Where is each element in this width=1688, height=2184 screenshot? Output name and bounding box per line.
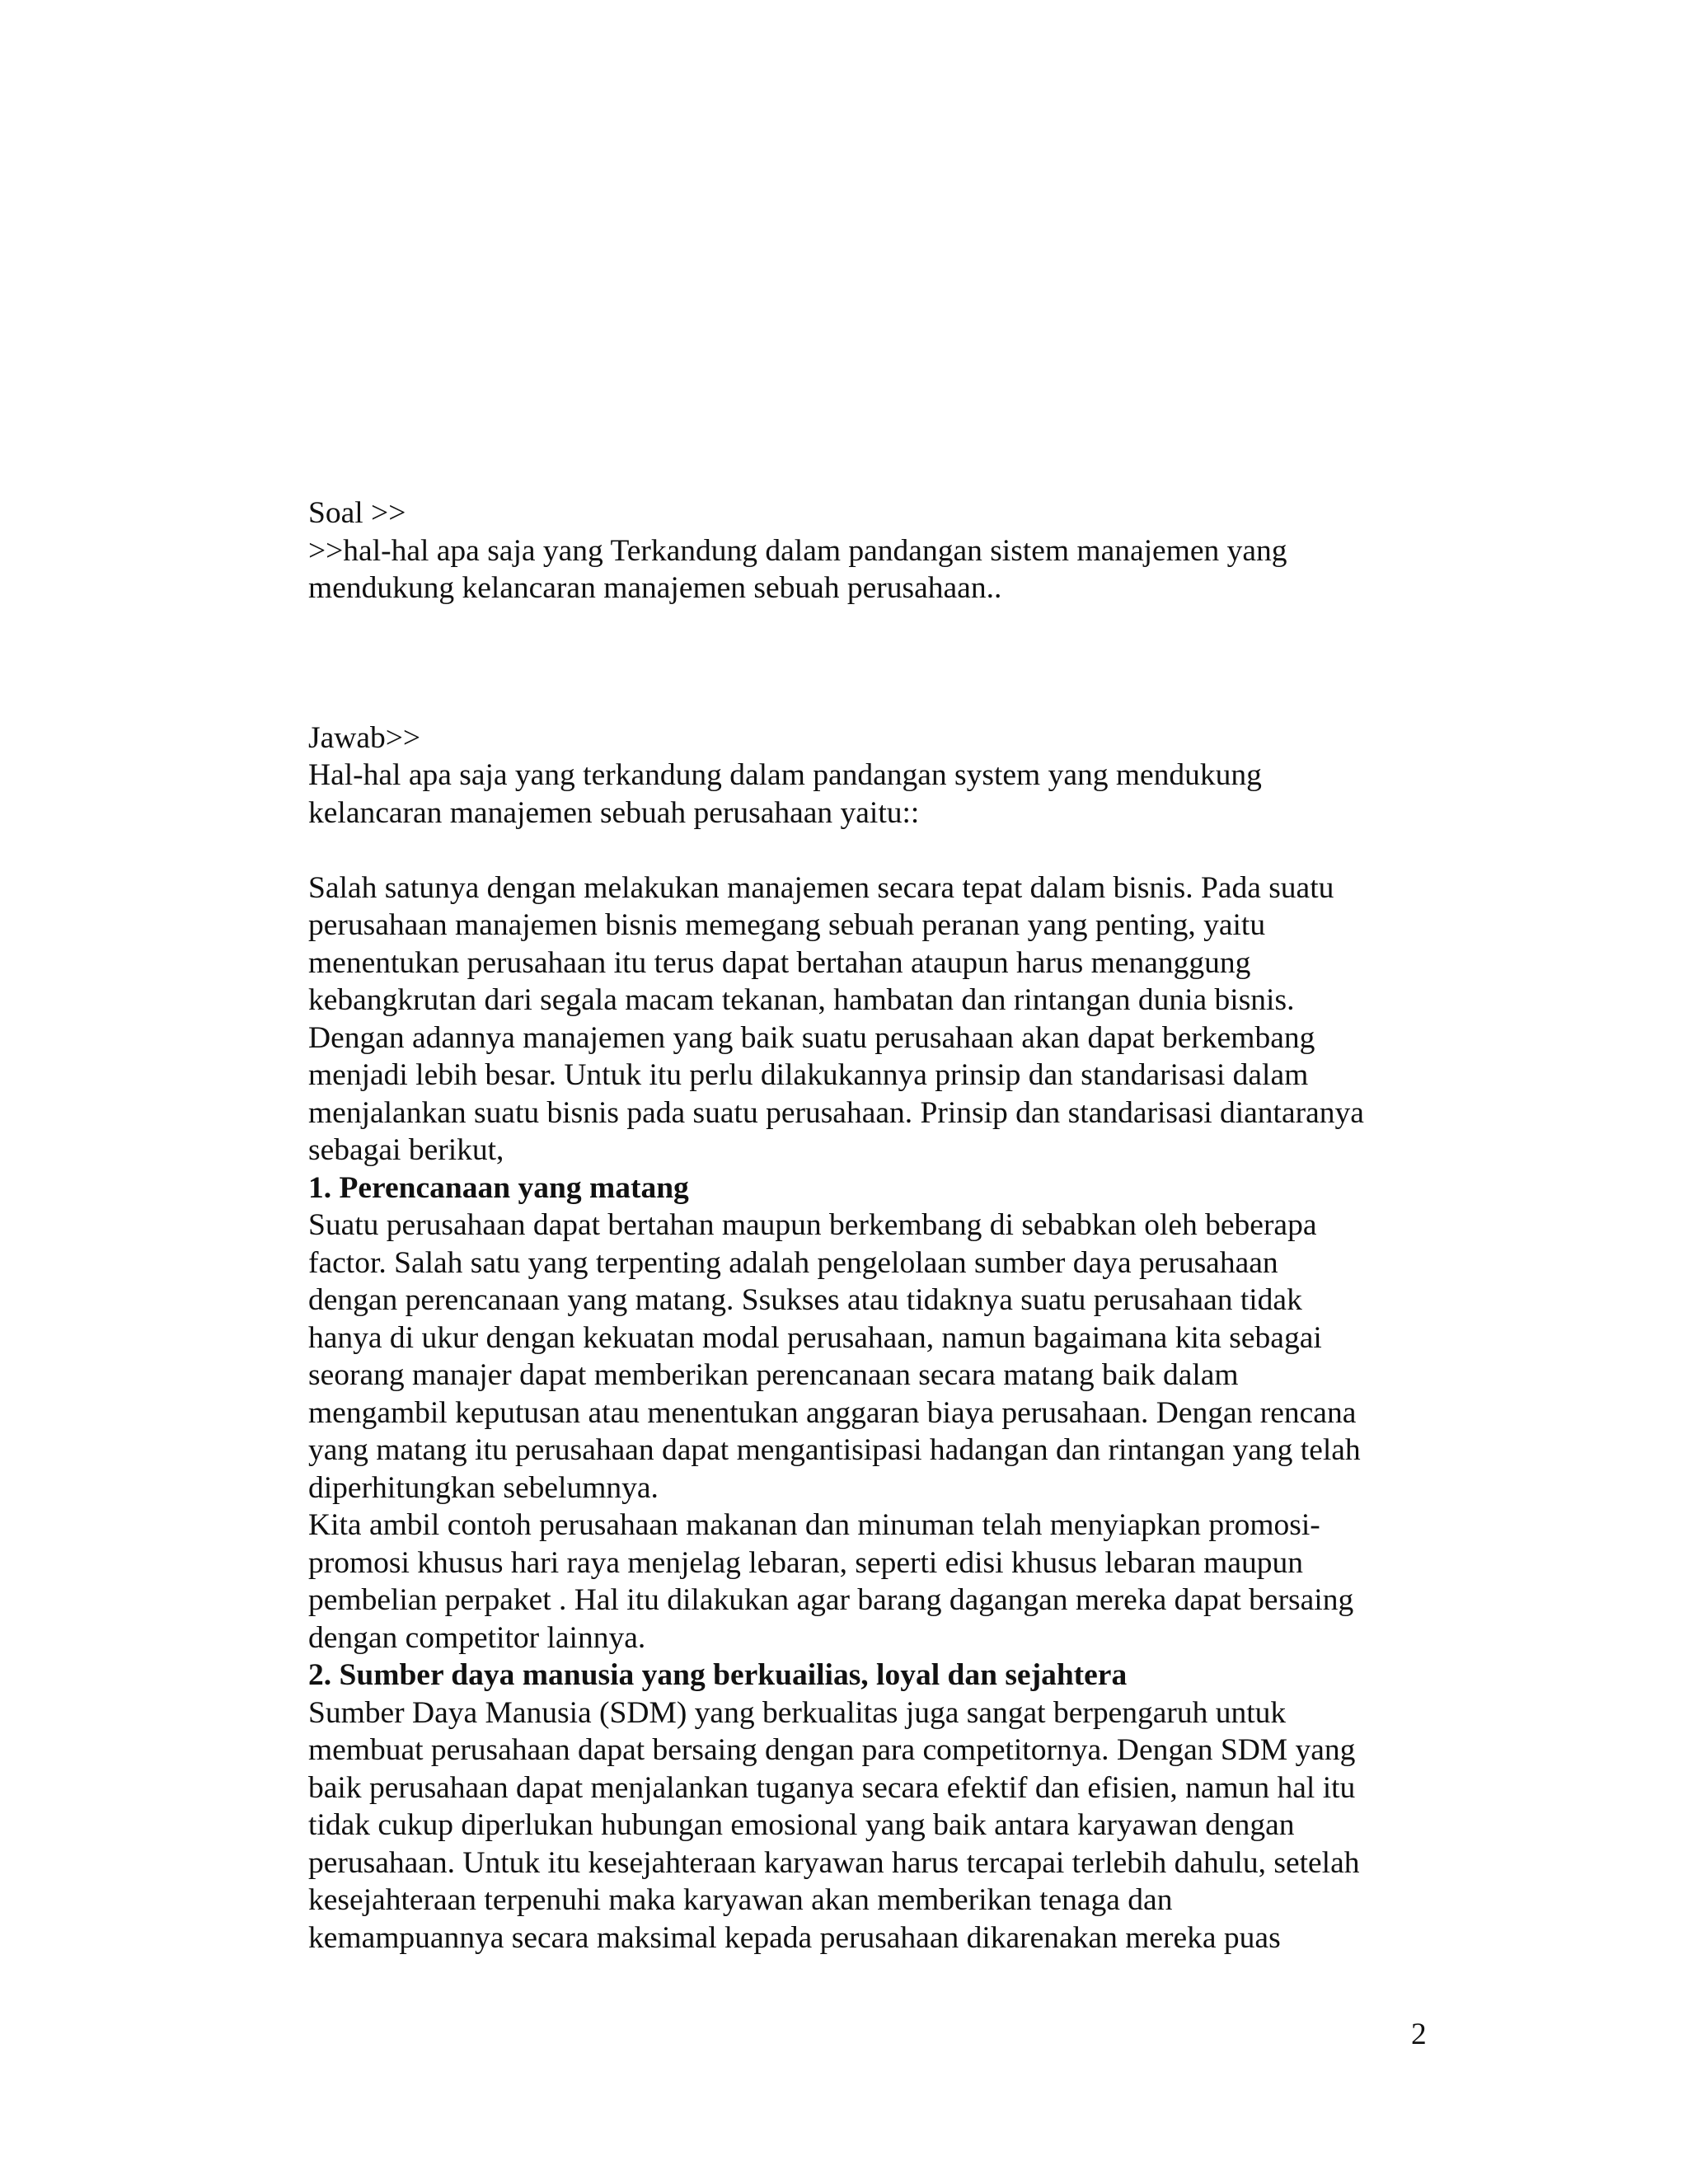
section-line: pembelian perpaket . Hal itu dilakukan agar barang dagangan mereka dapat bersaing [308,1583,1354,1617]
section-line: Kita ambil contoh perusahaan makanan dan minuman telah menyiapkan promosi- [308,1508,1320,1542]
paragraph-line: kebangkrutan dari segala macam tekanan, hambatan dan rintangan dunia bisnis. [308,983,1295,1017]
section-line: promosi khusus hari raya menjelag lebaran, seperti edisi khusus lebaran maupun [308,1545,1303,1580]
document-body [308,494,1446,1957]
spacer [308,607,1446,719]
question-line: >>hal-hal apa saja yang Terkandung dalam pandangan sistem manajemen yang [308,533,1287,568]
section-line: seorang manajer dapat memberikan perencanaan secara matang baik dalam [308,1358,1239,1392]
section-line: hanya di ukur dengan kekuatan modal perusahaan, namun bagaimana kita sebagai [308,1320,1322,1355]
section-line: factor. Salah satu yang terpenting adalah pengelolaan sumber daya perusahaan [308,1245,1278,1280]
paragraph-line: perusahaan manajemen bisnis memegang sebuah peranan yang penting, yaitu [308,908,1266,942]
section-line: dengan perencanaan yang matang. Ssukses atau tidaknya suatu perusahaan tidak [308,1283,1302,1317]
section-line: Sumber Daya Manusia (SDM) yang berkualitas juga sangat berpengaruh untuk [308,1695,1287,1730]
section-line: tidak cukup diperlukan hubungan emosional yang baik antara karyawan dengan [308,1808,1295,1842]
section-line: yang matang itu perusahaan dapat mengantisipasi hadangan dan rintangan yang telah [308,1433,1361,1467]
section-line: kesejahteraan terpenuhi maka karyawan akan memberikan tenaga dan [308,1883,1173,1917]
section-line: mengambil keputusan atau menentukan anggaran biaya perusahaan. Dengan rencana [308,1395,1357,1430]
section-line: perusahaan. Untuk itu kesejahteraan karyawan harus tercapai terlebih dahulu, setelah [308,1845,1360,1880]
section-line: diperhitungkan sebelumnya. [308,1470,659,1505]
question-line: mendukung kelancaran manajemen sebuah perusahaan.. [308,571,1002,605]
answer-intro-line: kelancaran manajemen sebuah perusahaan yaitu:: [308,795,920,830]
paragraph-line: Salah satunya dengan melakukan manajemen secara tepat dalam bisnis. Pada suatu [308,870,1334,905]
answer-label: Jawab>> [308,720,421,755]
section-line: dengan competitor lainnya. [308,1620,646,1655]
paragraph-line: sebagai berikut, [308,1133,504,1167]
page-number: 2 [1411,2018,1427,2051]
paragraph-line: menjalankan suatu bisnis pada suatu perusahaan. Prinsip dan standarisasi diantaranya [308,1095,1364,1130]
paragraph-line: menentukan perusahaan itu terus dapat bertahan ataupun harus menanggung [308,945,1251,980]
paragraph-line: menjadi lebih besar. Untuk itu perlu dilakukannya prinsip dan standarisasi dalam [308,1058,1309,1092]
answer-intro-line: Hal-hal apa saja yang terkandung dalam pandangan system yang mendukung [308,758,1262,792]
section-line: membuat perusahaan dapat bersaing dengan para competitornya. Dengan SDM yang [308,1733,1356,1767]
question-label: Soal >> [308,496,406,530]
paragraph-line: Dengan adannya manajemen yang baik suatu perusahaan akan dapat berkembang [308,1020,1315,1055]
section-line: Suatu perusahaan dapat bertahan maupun berkembang di sebabkan oleh beberapa [308,1208,1317,1242]
section-heading: 2. Sumber daya manusia yang berkuailias, loyal dan sejahtera [308,1658,1128,1692]
section-line: baik perusahaan dapat menjalankan tuganya secara efektif dan efisien, namun hal itu [308,1770,1356,1805]
spacer [308,832,1446,869]
section-line: kemampuannya secara maksimal kepada perusahaan dikarenakan mereka puas [308,1920,1281,1955]
section-heading: 1. Perencanaan yang matang [308,1170,689,1205]
